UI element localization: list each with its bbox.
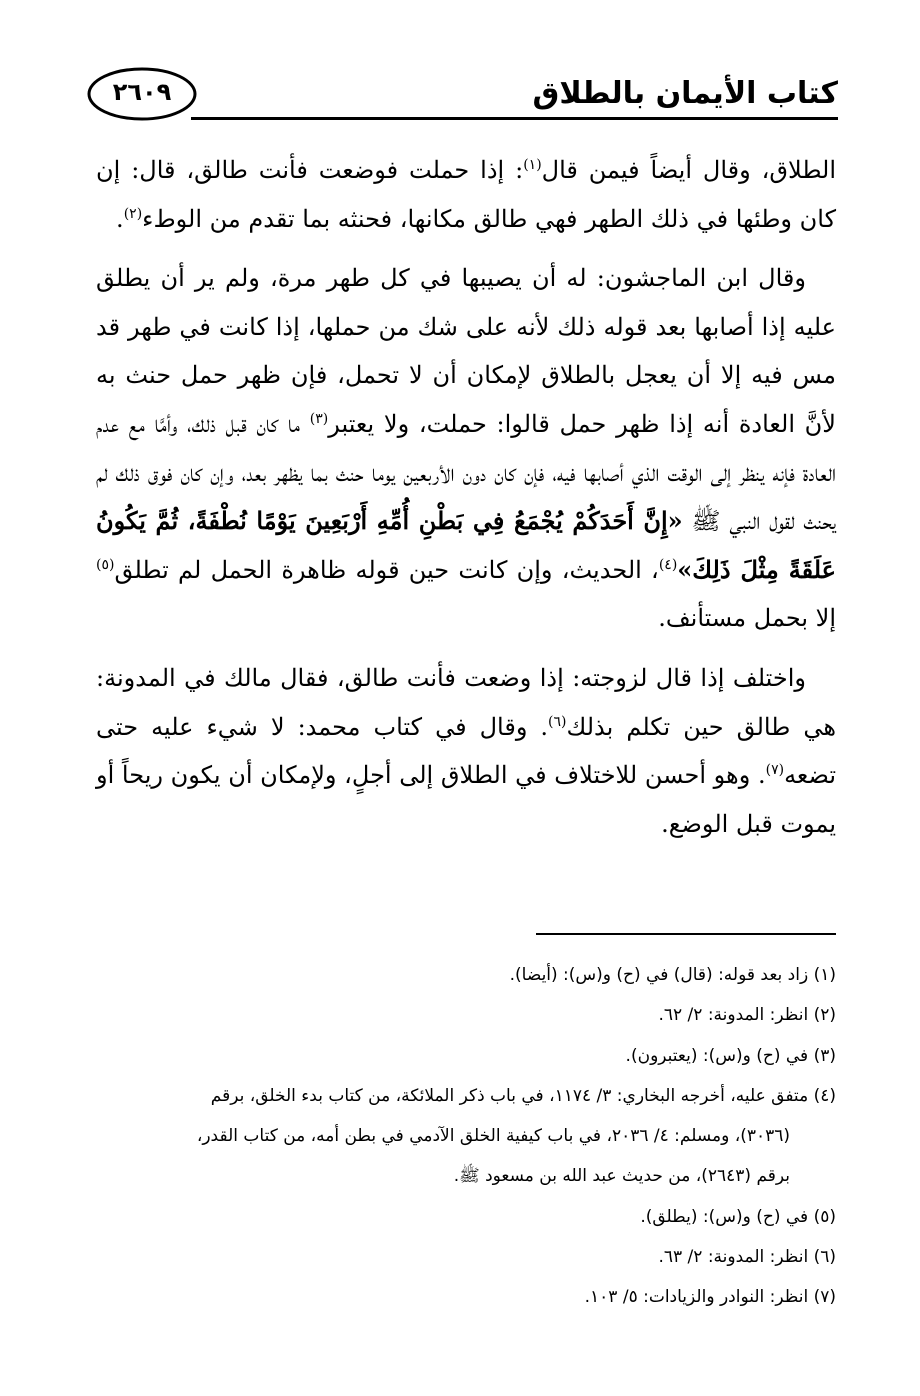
footnote-ref: (٣) xyxy=(309,410,329,427)
footnote-5: (٥) في (ح) و(س): (يطلق). xyxy=(640,1206,836,1227)
paragraph-text: وقال ابن الماجشون: له أن يصيبها في كل طهر مرة، ولم ير أن يطلق عليه إذا أصابها بعد قوله ذلك لأنه على شك من حملها، إذا كانت في طهر قد مس فيه إلا أن يعجل بالطلاق لإمكان أن لا تحمل، فإن ظهر حمل حنث به لأنَّ العادة أنه إذا ظهر حمل قالوا: حملت، ولا يعتبر xyxy=(96,264,836,438)
page-number: ٢٦٠٩ xyxy=(112,78,172,106)
footnote-3: (٣) في (ح) و(س): (يعتبرون). xyxy=(625,1045,836,1066)
paragraph-text: إلا بحمل مستأنف. xyxy=(658,604,836,633)
paragraph-text: . وقال في كتاب محمد: لا شيء عليه حتى تضعه xyxy=(96,712,836,790)
hadith-quote: «إِنَّ أَحَدَكُمْ يُجْمَعُ فِي بَطْنِ أُمِّهِ أَرْبَعِينَ يَوْمًا نُطْفَةً، ثُمَّ يَكُونُ عَلَقَةً مِثْلَ ذَلِكَ» xyxy=(96,506,837,584)
footnote-4-continued: برقم (٢٦٤٣)، من حديث عبد الله بن مسعود ﷺ. xyxy=(453,1166,790,1187)
footnote-6: (٦) انظر: المدونة: ٢/ ٦٣. xyxy=(658,1247,836,1268)
footnote-ref: (٥) xyxy=(96,556,115,573)
footnote-2: (٢) انظر: المدونة: ٢/ ٦٢. xyxy=(658,1005,836,1026)
footnote-ref: (١) xyxy=(523,157,542,173)
footnote-ref: (٦) xyxy=(548,713,567,730)
footnote-separator xyxy=(536,933,836,935)
footnote-4: (٤) متفق عليه، أخرجه البخاري: ٣/ ١١٧٤، في باب ذكر الملائكة، من كتاب بدء الخلق، برقم xyxy=(210,1085,836,1106)
footnote-1: (١) زاد بعد قوله: (قال) في (ح) و(س): (أيضا). xyxy=(509,965,836,985)
header-rule xyxy=(191,117,838,120)
page-header xyxy=(86,62,838,126)
footnote-7: (٧) انظر: النوادر والزيادات: ٥/ ١٠٣. xyxy=(584,1287,836,1308)
footnote-ref: (٧) xyxy=(765,762,785,779)
footnote-ref: (٤) xyxy=(658,556,678,573)
main-text xyxy=(96,146,836,848)
paragraph-text: الطلاق، وقال أيضاً فيمن قال xyxy=(541,156,836,184)
paragraph-text: : إذا حملت فوضعت فأنت طالق، قال: إن كان وطئها في ذلك الطهر فهي طالق مكانها، فحنثه بما تقدم من الوطء xyxy=(96,156,836,233)
paragraph-text: واختلف إذا قال لزوجته: إذا وضعت فأنت طالق، فقال مالك في المدونة: هي طالق حين تكلم بذلك xyxy=(96,663,836,741)
footnotes xyxy=(96,955,836,1318)
paragraph-3 xyxy=(96,654,836,848)
footnote-ref: (٢) xyxy=(123,205,143,222)
chapter-title: كتاب الأيمان بالطلاق xyxy=(532,76,838,111)
paragraph-text: ما كان قبل ذلك، وأمَّا مع عدم العادة فإنه ينظر إلى الوقت الذي أصابها فيه، فإن كان دون الأربعين يوما حنث بما يظهر بعد، وإن كان فوق ذلك لم يحنث لقول النبي ﷺ xyxy=(96,409,836,536)
paragraph-1 xyxy=(96,146,836,243)
paragraph-2 xyxy=(96,254,836,643)
paragraph-text: . وهو أحسن للاختلاف في الطلاق إلى أجلٍ، ولإمكان أن يكون ريحاً أو يموت قبل الوضع. xyxy=(96,761,836,838)
paragraph-text: ، الحديث، وإن كانت حين قوله ظاهرة الحمل لم تطلق xyxy=(114,555,659,584)
footnote-4-continued: (٣٠٣٦)، ومسلم: ٤/ ٢٠٣٦، في باب كيفية الخلق الآدمي في بطن أمه، من كتاب القدر، xyxy=(196,1126,790,1147)
paragraph-text: . xyxy=(116,204,124,233)
